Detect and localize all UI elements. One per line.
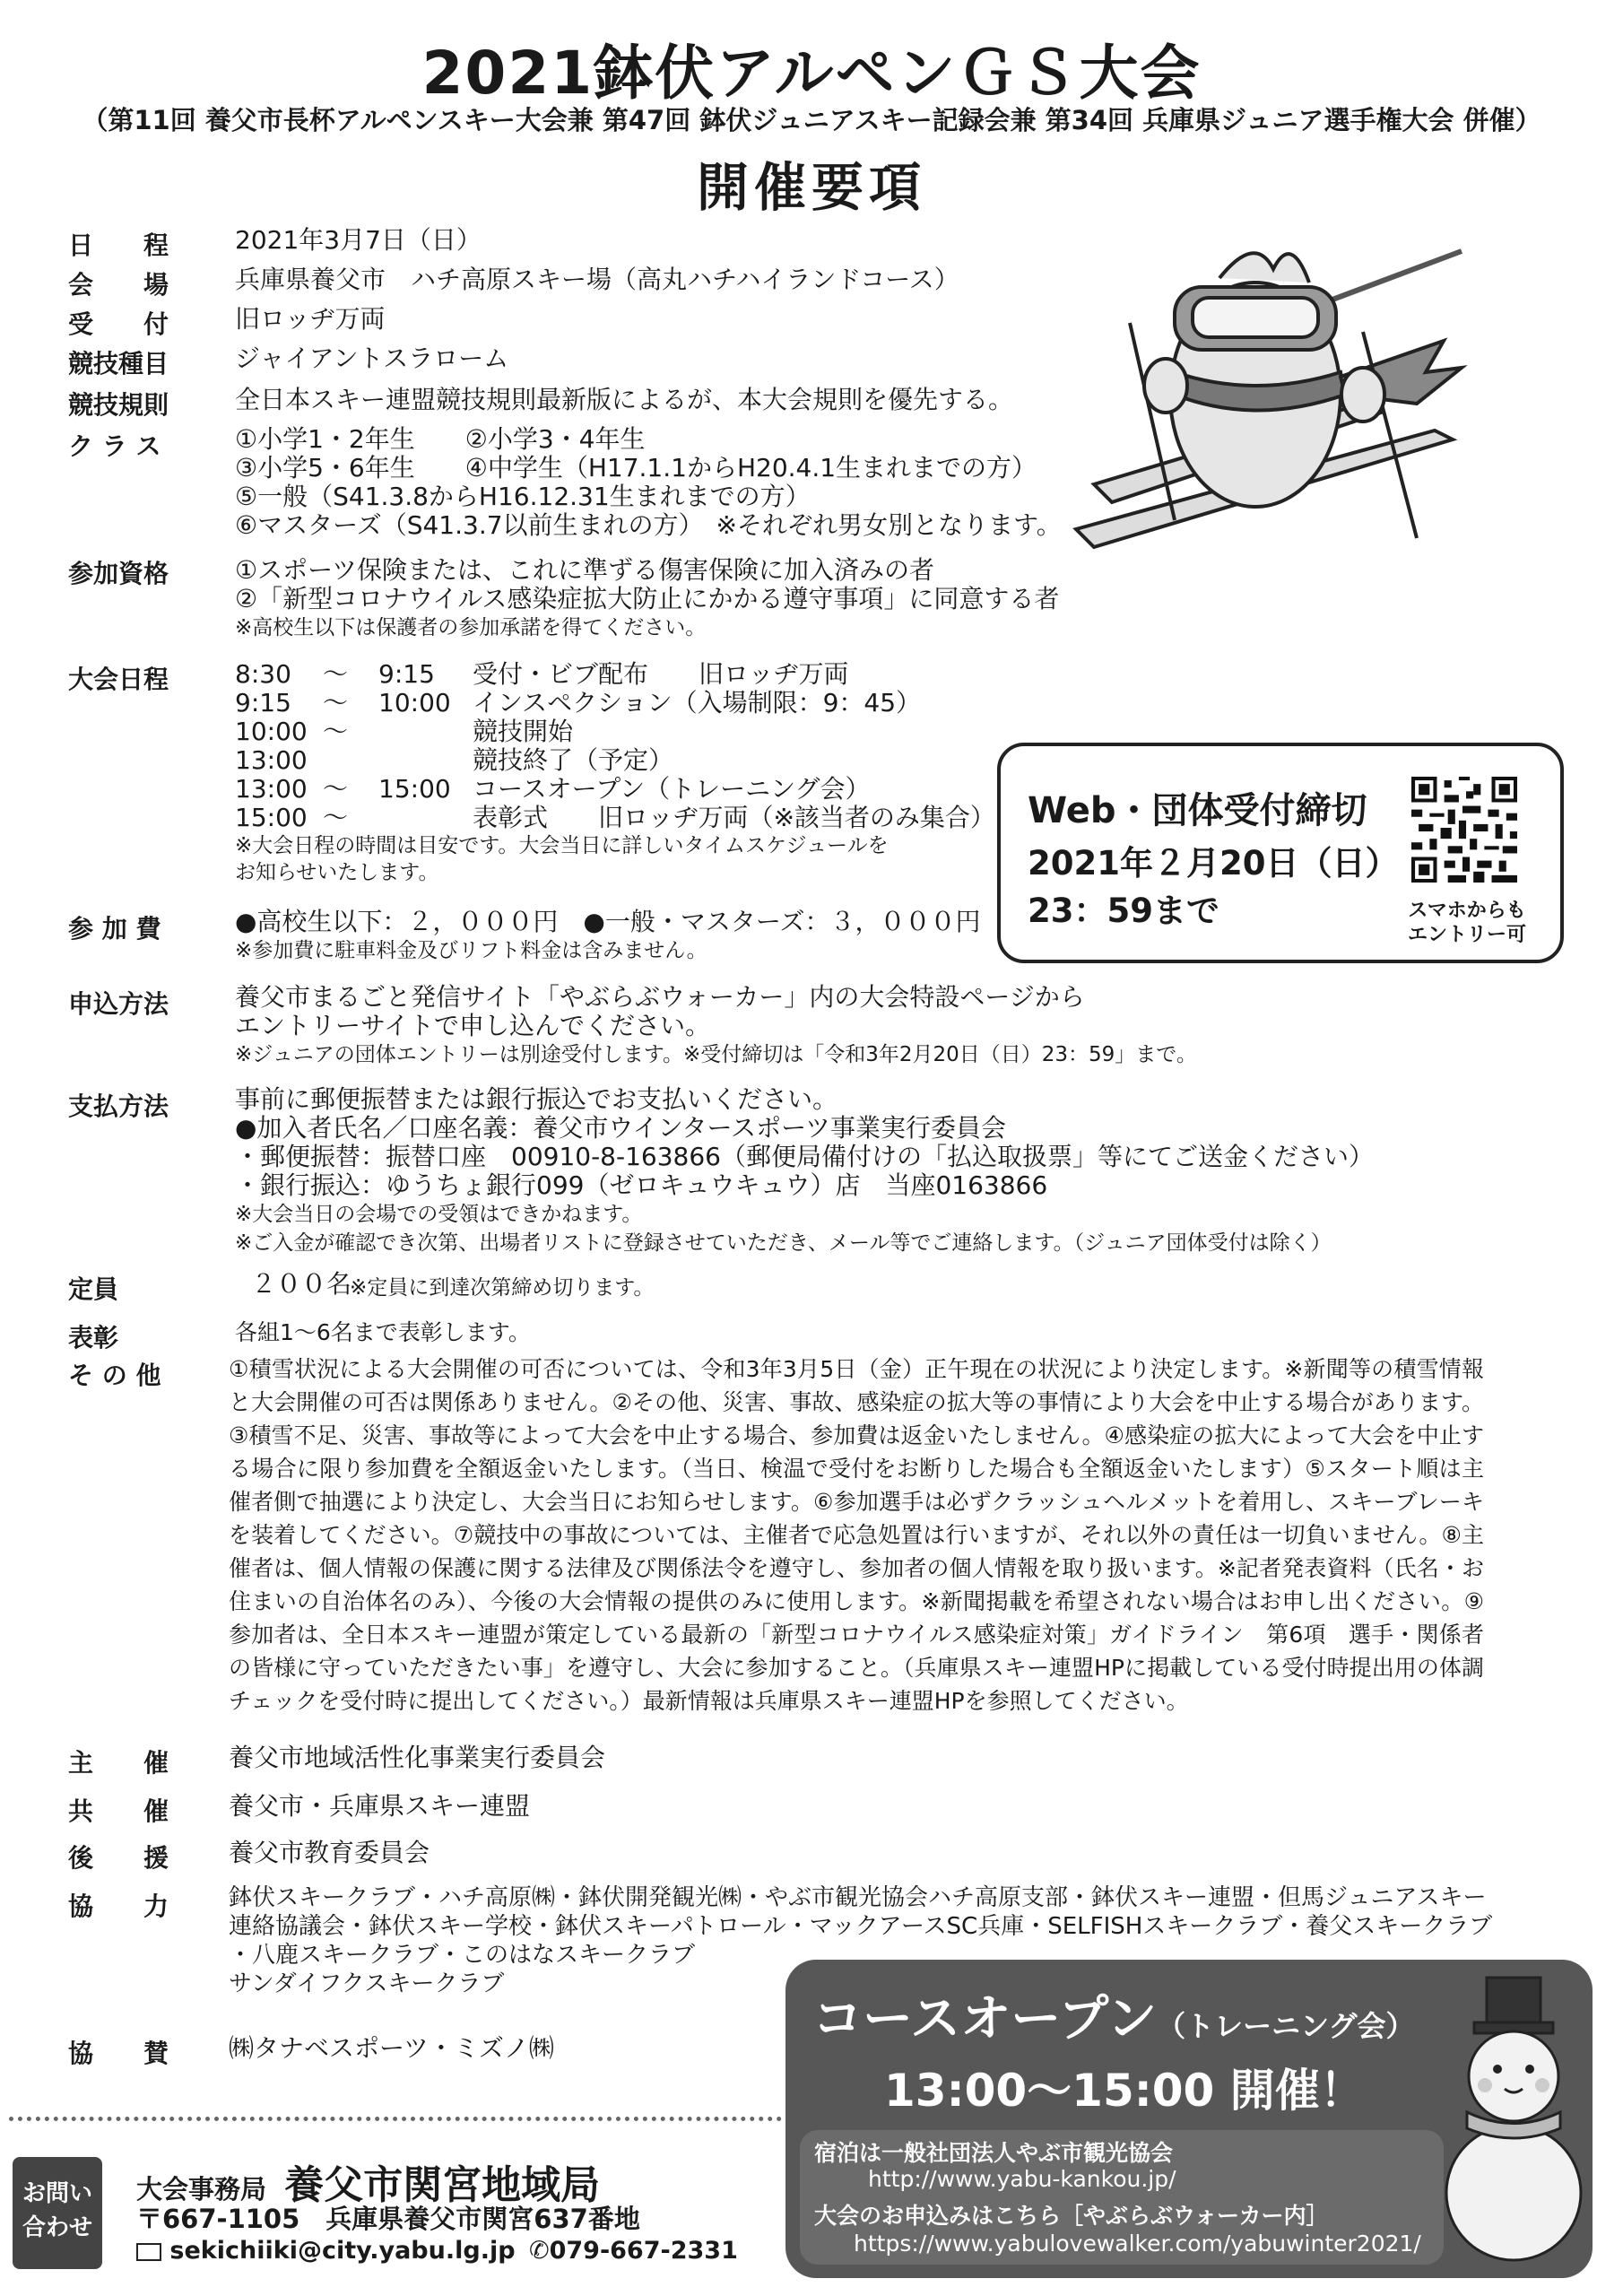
apply-url[interactable]: https://www.yabulovewalker.com/yabuwinter2021/ bbox=[854, 2231, 1421, 2257]
class-line: ①小学1・2年生 ②小学3・4年生 bbox=[235, 424, 646, 454]
schedule-row: 13:00 競技終了（予定） bbox=[235, 745, 674, 775]
value-fee bbox=[235, 908, 980, 965]
value-date: 2021年3月7日（日） bbox=[235, 225, 482, 255]
label-venue: 会 場 bbox=[68, 270, 169, 300]
lodging-text: 宿泊は一般社団法人やぶ市観光協会 bbox=[814, 2140, 1174, 2166]
skier-mascot-illustration bbox=[1040, 215, 1542, 592]
qr-code-icon[interactable] bbox=[1411, 777, 1517, 883]
course-open-title: コースオープン（トレーニング会） bbox=[812, 1990, 1415, 2048]
office-name: 養父市関宮地域局 bbox=[284, 2162, 601, 2208]
schedule-row: 13:00 ～ 15:00 コースオープン（トレーニング会） bbox=[235, 774, 871, 804]
cooperation-line: 鉢伏スキークラブ・ハチ高原㈱・鉢伏開発観光㈱・やぶ市観光協会ハチ高原支部・鉢伏スキー連盟・但馬ジュニアスキー bbox=[229, 1884, 1487, 1911]
contact-tab: お問い 合わせ bbox=[13, 2157, 102, 2269]
eligibility-line: ①スポーツ保険または、これに準ずる傷害保険に加入済みの者 bbox=[235, 555, 934, 585]
value-support: 養父市教育委員会 bbox=[229, 1838, 430, 1867]
class-line: ③小学5・6年生 ④中学生（H17.1.1からH20.4.1生まれまでの方） bbox=[235, 453, 1037, 483]
info-box bbox=[800, 2130, 1444, 2265]
payment-line: 事前に郵便振替または銀行振込でお支払いください。 bbox=[235, 1084, 838, 1114]
label-capacity: 定員 bbox=[68, 1274, 119, 1304]
label-award: 表彰 bbox=[68, 1323, 119, 1352]
value-classes bbox=[235, 425, 1062, 540]
lodging-url[interactable]: http://www.yabu-kankou.jp/ bbox=[868, 2166, 1176, 2192]
contact-email[interactable]: sekichiiki@city.yabu.lg.jp bbox=[169, 2237, 516, 2265]
value-award: 各組1～6名まで表彰します。 bbox=[235, 1319, 531, 1345]
value-organizer: 養父市地域活性化事業実行委員会 bbox=[229, 1743, 606, 1772]
eligibility-line: ②「新型コロナウイルス感染症拡大防止にかかる遵守事項」に同意する者 bbox=[235, 584, 1060, 613]
label-cooperation: 協 力 bbox=[68, 1892, 169, 1921]
page-subtitle: （第11回 養父市長杯アルペンスキー大会兼 第47回 鉢伏ジュニアスキー記録会兼 第34回 兵庫県ジュニア選手権大会 併催） bbox=[82, 105, 1541, 135]
contact-line bbox=[136, 2237, 738, 2265]
web-deadline-box bbox=[997, 743, 1564, 963]
apply-text: 大会のお申込みはこちら［やぶらぶウォーカー内］ bbox=[814, 2203, 1329, 2229]
fee-text: ●高校生以下：２，０００円 ●一般・マスターズ：３，０００円 bbox=[235, 907, 981, 936]
cooperation-line: サンダイフクスキークラブ bbox=[229, 1970, 505, 1997]
label-schedule: 大会日程 bbox=[68, 665, 169, 694]
cooperation-line: 連絡協議会・鉢伏スキー学校・鉢伏スキーパトロール・マックアースSC兵庫・SELFISHスキークラブ・養父スキークラブ bbox=[229, 1913, 1493, 1940]
web-deadline-time: 23：59まで bbox=[1028, 891, 1219, 930]
class-line: ⑥マスターズ（S41.3.7以前生まれの方） ※それぞれ男女別となります。 bbox=[235, 510, 1062, 540]
value-venue: 兵庫県養父市 ハチ高原スキー場（高丸ハチハイランドコース） bbox=[235, 265, 959, 294]
web-deadline-title: Web・団体受付締切 bbox=[1028, 790, 1367, 831]
apply-line: 養父市まるごと発信サイト「やぶらぶウォーカー」内の大会特設ページから bbox=[235, 982, 1085, 1012]
schedule-row: 10:00 ～ 競技開始 bbox=[235, 717, 574, 746]
snowman-illustration bbox=[1431, 1969, 1593, 2274]
schedule-note: お知らせいたします。 bbox=[235, 861, 439, 884]
payment-note: ※大会当日の会場での受領はできかねます。 bbox=[235, 1203, 643, 1226]
label-reception: 受 付 bbox=[68, 309, 169, 339]
course-open-panel bbox=[785, 1960, 1593, 2278]
value-rules: 全日本スキー連盟競技規則最新版によるが、本大会規則を優先する。 bbox=[235, 385, 1014, 414]
apply-line: エントリーサイトで申し込んでください。 bbox=[235, 1011, 711, 1040]
label-organizer: 主 催 bbox=[68, 1748, 169, 1778]
label-payment: 支払方法 bbox=[68, 1091, 169, 1121]
capacity-note: ※定員に到達次第締め切ります。 bbox=[350, 1276, 655, 1300]
schedule-table bbox=[235, 659, 995, 886]
schedule-row: 9:15 ～ 10:00 インスペクション（入場制限：9：45） bbox=[235, 688, 922, 718]
label-eligibility: 参加資格 bbox=[68, 559, 169, 588]
value-eligibility bbox=[235, 556, 1059, 642]
label-rules: 競技規則 bbox=[68, 390, 169, 420]
label-apply: 申込方法 bbox=[68, 989, 169, 1019]
payment-note: ※ご入金が確認でき次第、出場者リストに登録させていただき、メール等でご連絡します。（ジュニア団体受付は除く） bbox=[235, 1231, 1332, 1255]
web-deadline-date: 2021年２月20日（日） bbox=[1028, 844, 1399, 883]
schedule-note: ※大会日程の時間は目安です。大会当日に詳しいタイムスケジュールを bbox=[235, 834, 889, 857]
cooperation-line: ・八鹿スキークラブ・このはなスキークラブ bbox=[229, 1942, 696, 1969]
value-event: ジャイアントスラローム bbox=[235, 344, 509, 373]
label-fee: 参 加 費 bbox=[68, 914, 161, 944]
value-co-organizer: 養父市・兵庫県スキー連盟 bbox=[229, 1791, 531, 1821]
schedule-row: 15:00 ～ 表彰式 旧ロッヂ万両（※該当者のみ集合） bbox=[235, 803, 995, 832]
phone-icon: ✆ bbox=[528, 2237, 550, 2265]
value-payment bbox=[235, 1085, 1374, 1257]
label-event: 競技種目 bbox=[68, 349, 169, 378]
office-prefix: 大会事務局 bbox=[136, 2174, 267, 2205]
class-line: ⑤一般（S41.3.8からH16.12.31生まれまでの方） bbox=[235, 482, 811, 511]
payment-line: ●加入者氏名／口座名義：養父市ウインタースポーツ事業実行委員会 bbox=[235, 1113, 1006, 1143]
label-classes: ク ラ ス bbox=[68, 431, 161, 461]
mobile-entry-note: スマホからも エントリー可 bbox=[1407, 900, 1526, 946]
label-co-organizer: 共 催 bbox=[68, 1796, 169, 1826]
payment-line: ・銀行振込：ゆうちょ銀行099（ゼロキュウキュウ）店 当座0163866 bbox=[235, 1170, 1048, 1200]
contact-phone[interactable]: 079-667-2331 bbox=[549, 2237, 738, 2265]
page-title: 2021鉢伏アルペンＧＳ大会 bbox=[421, 39, 1202, 108]
value-other: ①積雪状況による大会開催の可否については、令和3年3月5日（金）正午現在の状況により決定します。※新聞等の積雪情報と大会開催の可否は関係ありません。②その他、災害、事故、感染症の拡大等の事情により大会を中止する場合があります。③積雪不足、災害、事故等によって大会を中止する場合、参加費は返金いたしません。④感染症の拡大によって大会を中止する場合に限り参加費を全額返金いたします。（当日、検温で受付をお断りした場合も全額返金いたします）⑤スタート順は主催者側で抽選により決定し、大会当日にお知らせします。⑥参加選手は必ずクラッシュヘルメットを着用し、スキーブレーキを装着してください。⑦競技中の事故については、主催者で応急処置は行いますが、それ以外の責任は一切負いません。⑧主催者は、個人情報の保護に関する法律及び関係法令を遵守し、参加者の個人情報を取り扱います。※記者発表資料（氏名・お住まいの自治体名のみ）、今後の大会情報の提供のみに使用します。※新聞掲載を希望されない場合はお申し出ください。⑨参加者は、全日本スキー連盟が策定している最新の「新型コロナウイルス感染症対策」ガイドライン 第6項 選手・関係者の皆様に守っていただきたい事」を遵守し、大会に参加すること。（兵庫県スキー連盟HPに掲載している受付時提出用の体調チェックを受付時に提出してください。）最新情報は兵庫県スキー連盟HPを参照してください。 bbox=[229, 1356, 1484, 1714]
mail-icon bbox=[136, 2243, 161, 2261]
schedule-row: 8:30 ～ 9:15 受付・ビブ配布 旧ロッヂ万両 bbox=[235, 659, 849, 689]
value-apply bbox=[235, 983, 1197, 1069]
value-reception: 旧ロッヂ万両 bbox=[235, 304, 386, 334]
value-capacity: ２００名 bbox=[251, 1269, 352, 1299]
label-support: 後 援 bbox=[68, 1843, 169, 1873]
label-date: 日 程 bbox=[68, 230, 169, 260]
section-heading: 開催要項 bbox=[696, 157, 926, 218]
label-sponsor: 協 賛 bbox=[68, 2039, 169, 2068]
eligibility-note: ※高校生以下は保護者の参加承諾を得てください。 bbox=[235, 616, 707, 639]
value-sponsor: ㈱タナベスポーツ・ミズノ㈱ bbox=[229, 2033, 554, 2063]
contact-address: 〒667-1105 兵庫県養父市関宮637番地 bbox=[136, 2204, 640, 2234]
payment-line: ・郵便振替：振替口座 00910-8-163866（郵便局備付けの「払込取扱票」等にてご送金ください） bbox=[235, 1142, 1374, 1171]
fee-note: ※参加費に駐車料金及びリフト料金は含みません。 bbox=[235, 939, 707, 962]
course-open-time: 13:00～15:00 開催！ bbox=[884, 2065, 1365, 2117]
apply-note: ※ジュニアの団体エントリーは別途受付します。※受付締切は「令和3年2月20日（日）23：59」まで。 bbox=[235, 1043, 1197, 1066]
label-other: そ の 他 bbox=[68, 1361, 161, 1390]
